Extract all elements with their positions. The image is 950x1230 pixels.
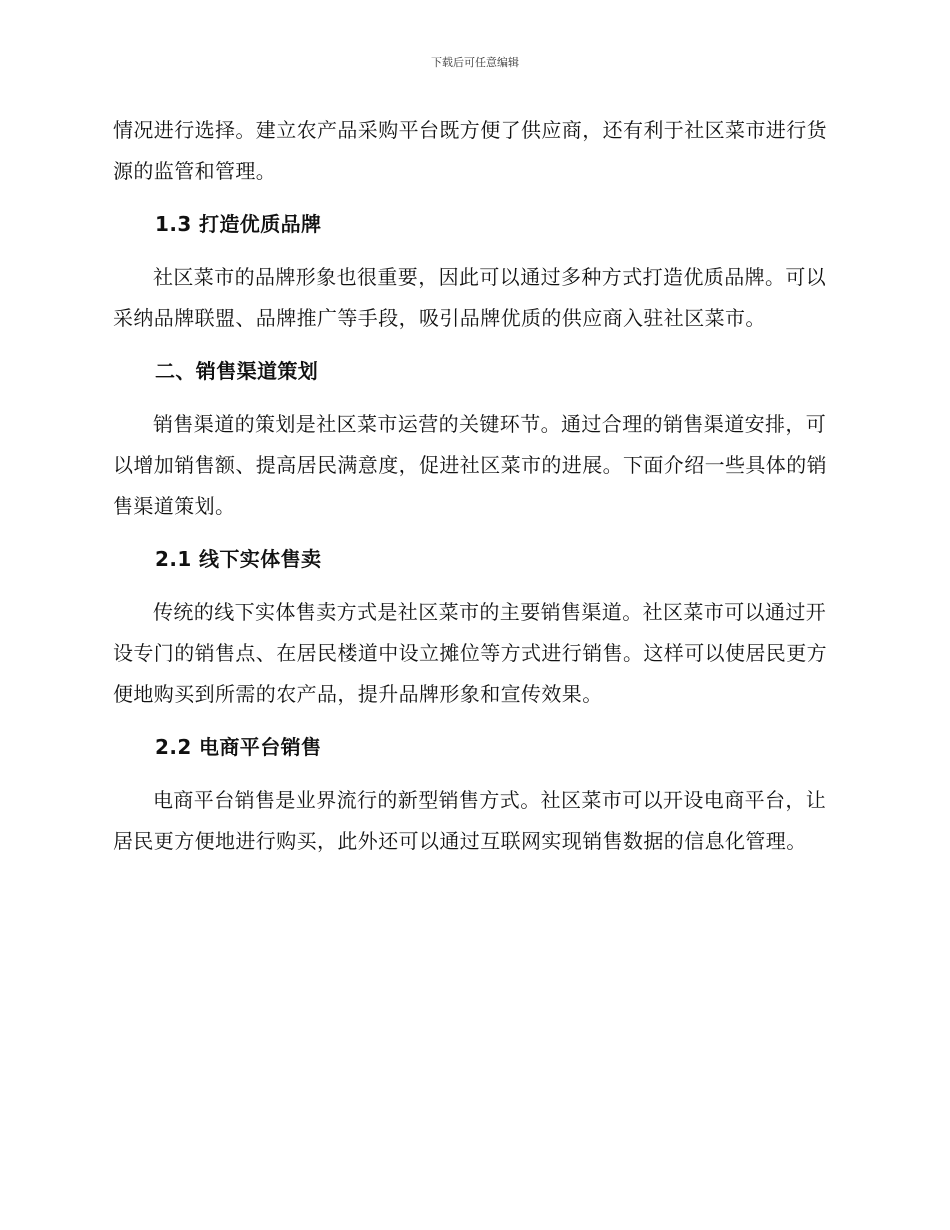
paragraph-brand: 社区菜市的品牌形象也很重要，因此可以通过多种方式打造优质品牌。可以采纳品牌联盟、品牌推广等手段，吸引品牌优质的供应商入驻社区菜市。 (113, 265, 827, 330)
section-heading-2-1: 2.1 线下实体售卖 (155, 547, 322, 571)
section-heading-2: 二、销售渠道策划 (155, 359, 319, 383)
header-note: 下载后可任意编辑 (431, 56, 519, 69)
section-heading-1-3: 1.3 打造优质品牌 (155, 212, 322, 236)
paragraph-offline-sales: 传统的线下实体售卖方式是社区菜市的主要销售渠道。社区菜市可以通过开设专门的销售点、在居民楼道中设立摊位等方式进行销售。这样可以使居民更方便地购买到所需的农产品，提升品牌形象和宣传效果。 (113, 600, 827, 706)
section-heading-2-2: 2.2 电商平台销售 (155, 735, 322, 759)
paragraph-sales-channels: 销售渠道的策划是社区菜市运营的关键环节。通过合理的销售渠道安排，可以增加销售额、提高居民满意度，促进社区菜市的进展。下面介绍一些具体的销售渠道策划。 (113, 412, 827, 518)
paragraph-ecommerce-sales: 电商平台销售是业界流行的新型销售方式。社区菜市可以开设电商平台，让居民更方便地进行购买，此外还可以通过互联网实现销售数据的信息化管理。 (113, 788, 827, 853)
document-body (113, 110, 835, 874)
paragraph-continued: 情况进行选择。建立农产品采购平台既方便了供应商，还有利于社区菜市进行货源的监管和管理。 (113, 118, 827, 183)
